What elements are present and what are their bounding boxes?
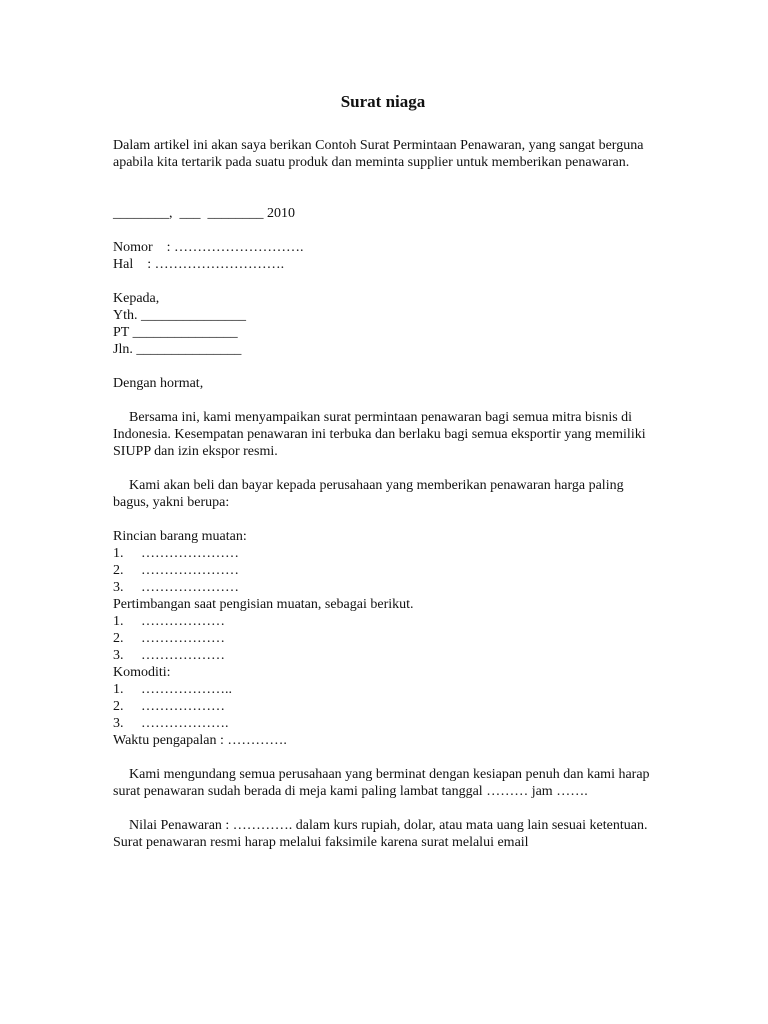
page-title: Surat niaga [340, 92, 426, 111]
intro-paragraph: Dalam artikel ini akan saya berikan Contoh Surat Permintaan Penawaran, yang sangat berguna apabila kita tertarik pada suatu produk dan meminta supplier untuk memberikan penawaran. [113, 138, 644, 170]
rincian-label: Rincian barang muatan: [113, 529, 247, 544]
list-item: 2. ……………… [113, 699, 225, 714]
list-item: 1. ……………… [113, 614, 225, 629]
paragraph-1: Bersama ini, kami menyampaikan surat permintaan penawaran bagi semua mitra bisnis di Indonesia. Kesempatan penawaran ini terbuka dan berlaku bagi semua eksportir yang memiliki SIUPP dan izin ekspor resmi. [113, 410, 646, 459]
komoditi-list [113, 681, 653, 732]
list-item: 2. ………………… [113, 563, 239, 578]
nomor-line: Nomor : ………………………. [113, 240, 304, 255]
list-item: 3. ………………. [113, 716, 229, 731]
paragraph-2: Kami akan beli dan bayar kepada perusahaan yang memberikan penawaran harga paling bagus, yakni berupa: [113, 478, 624, 510]
list-item: 3. ……………… [113, 648, 225, 663]
paragraph-4: Nilai Penawaran : …………. dalam kurs rupiah, dolar, atau mata uang lain sesuai ketentuan. Surat penawaran resmi harap melalui faksimile karena surat melalui email [113, 818, 648, 850]
pertimbangan-list [113, 613, 653, 664]
pertimbangan-label: Pertimbangan saat pengisian muatan, sebagai berikut. [113, 597, 414, 612]
salutation: Dengan hormat, [113, 376, 204, 391]
list-item: 1. ……………….. [113, 682, 232, 697]
letter-body [113, 92, 653, 851]
rincian-list [113, 545, 653, 596]
jln-line: Jln. _______________ [113, 342, 242, 357]
waktu-pengapalan: Waktu pengapalan : …………. [113, 733, 287, 748]
paragraph-3: Kami mengundang semua perusahaan yang berminat dengan kesiapan penuh dan kami harap surat penawaran sudah berada di meja kami paling lambat tanggal ……… jam ……. [113, 767, 650, 799]
kepada-line: Kepada, [113, 291, 160, 306]
yth-line: Yth. _______________ [113, 308, 246, 323]
list-item: 1. ………………… [113, 546, 239, 561]
pt-line: PT _______________ [113, 325, 238, 340]
komoditi-label: Komoditi: [113, 665, 171, 680]
date-line: ________, ___ ________ 2010 [113, 206, 295, 221]
list-item: 3. ………………… [113, 580, 239, 595]
list-item: 2. ……………… [113, 631, 225, 646]
hal-line: Hal : ………………………. [113, 257, 285, 272]
